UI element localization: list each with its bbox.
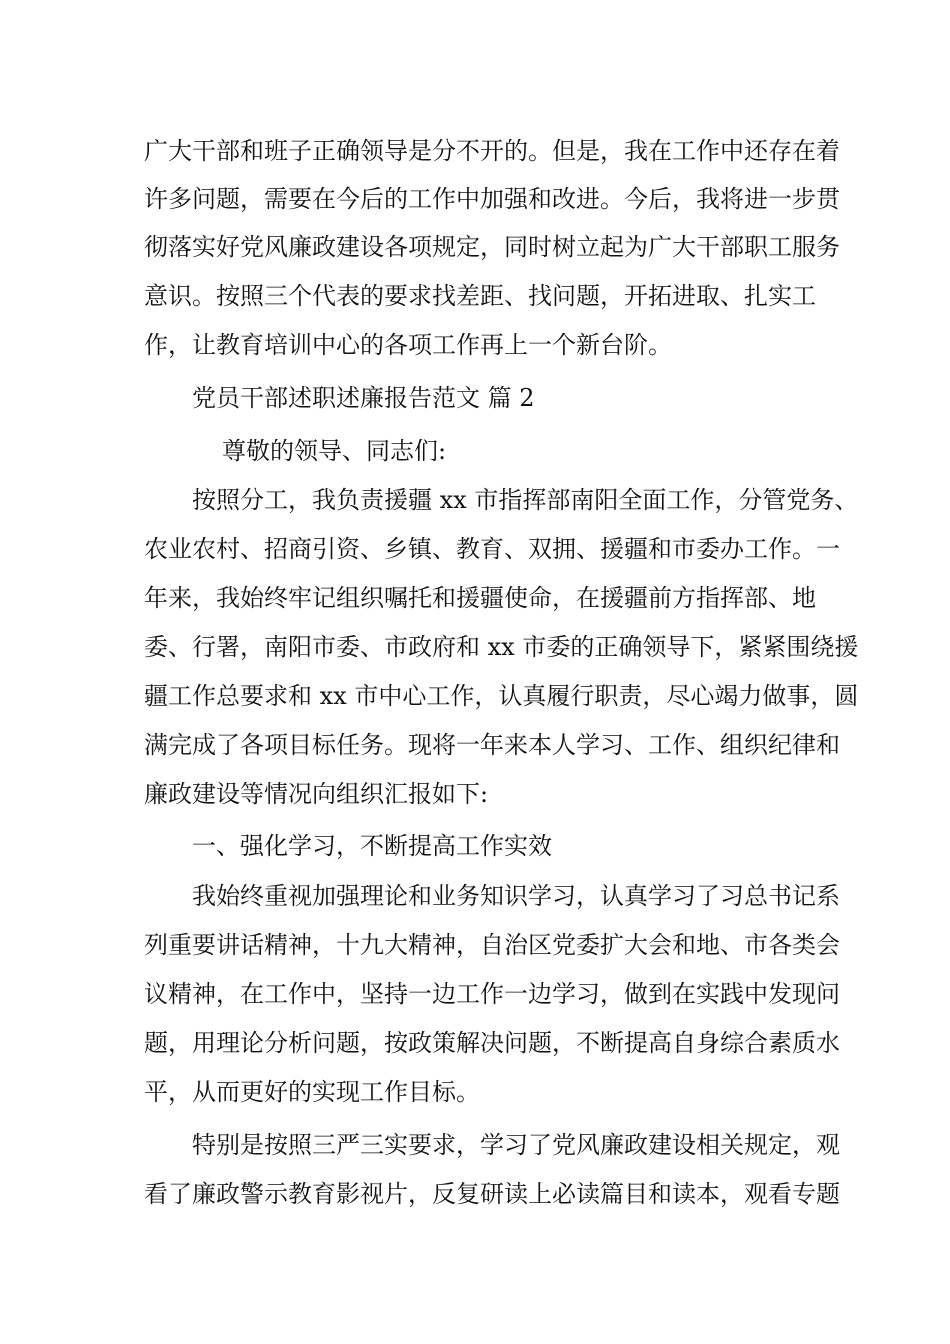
paragraph-line: 委、行署，南阳市委、市政府和 xx 市委的正确领导下，紧紧围绕援 <box>144 633 859 661</box>
paragraph-line: 我始终重视加强理论和业务知识学习，认真学习了习总书记系 <box>192 882 840 910</box>
paragraph-line: 作，让教育培训中心的各项工作再上一个新台阶。 <box>144 331 672 359</box>
paragraph-line: 许多问题，需要在今后的工作中加强和改进。今后，我将进一步贯 <box>144 185 840 213</box>
paragraph-line: 按照分工，我负责援疆 xx 市指挥部南阳全面工作，分管党务、 <box>192 486 859 514</box>
paragraph-line: 特别是按照三严三实要求，学习了党风廉政建设相关规定，观 <box>192 1131 840 1159</box>
paragraph-line: 列重要讲话精神，十九大精神，自治区党委扩大会和地、市各类会 <box>144 931 840 959</box>
paragraph-line: 满完成了各项目标任务。现将一年来本人学习、工作、组织纪律和 <box>144 731 840 759</box>
paragraph-line: 看了廉政警示教育影视片，反复研读上必读篇目和读本，观看专题 <box>144 1180 840 1208</box>
paragraph-line: 广大干部和班子正确领导是分不开的。但是，我在工作中还存在着 <box>144 137 840 165</box>
section-heading: 党员干部述职述廉报告范文 篇 2 <box>192 384 535 412</box>
paragraph-line: 廉政建设等情况向组织汇报如下: <box>144 780 489 808</box>
paragraph-line: 彻落实好党风廉政建设各项规定，同时树立起为广大干部职工服务 <box>144 233 840 261</box>
salutation: 尊敬的领导、同志们: <box>222 437 447 465</box>
paragraph-line: 年来，我始终牢记组织嘱托和援疆使命，在援疆前方指挥部、地 <box>144 584 816 612</box>
paragraph-line: 题，用理论分析问题，按政策解决问题，不断提高自身综合素质水 <box>144 1029 840 1057</box>
paragraph-line: 议精神，在工作中，坚持一边工作一边学习，做到在实践中发现问 <box>144 980 840 1008</box>
paragraph-line: 疆工作总要求和 xx 市中心工作，认真履行职责，尽心竭力做事，圆 <box>144 682 859 710</box>
paragraph-line: 平，从而更好的实现工作目标。 <box>144 1078 480 1106</box>
paragraph-line: 意识。按照三个代表的要求找差距、找问题，开拓进取、扎实工 <box>144 282 816 310</box>
subheading: 一、强化学习，不断提高工作实效 <box>192 832 552 860</box>
paragraph-line: 农业农村、招商引资、乡镇、教育、双拥、援疆和市委办工作。一 <box>144 535 840 563</box>
